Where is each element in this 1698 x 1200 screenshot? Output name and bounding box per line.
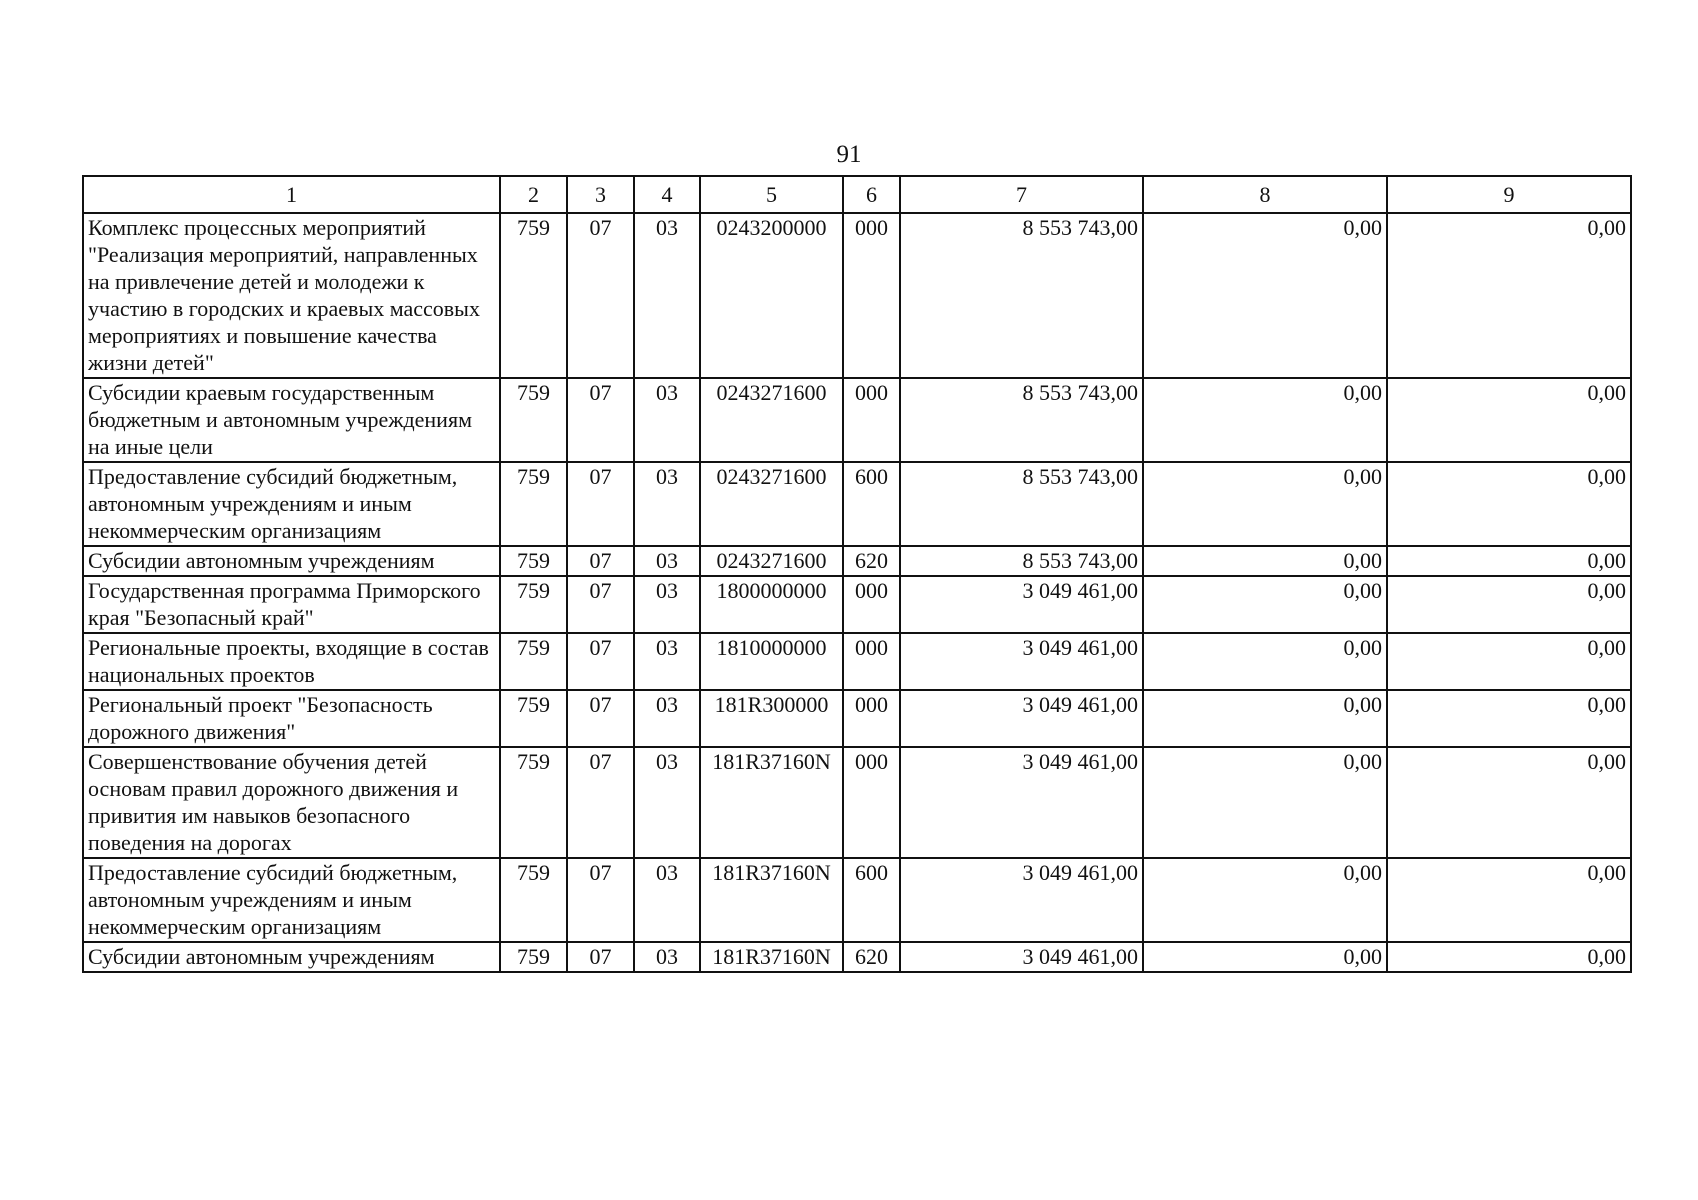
row-name: Субсидии автономным учреждениям	[83, 546, 500, 576]
row-code-section: 07	[567, 633, 634, 690]
row-code-expense-type: 000	[843, 690, 900, 747]
row-code-target: 181R37160N	[700, 747, 843, 858]
table-row	[83, 747, 1631, 858]
row-code-section: 07	[567, 942, 634, 972]
row-amount-7: 8 553 743,00	[900, 462, 1143, 546]
row-code-admin: 759	[500, 633, 567, 690]
table-row	[83, 213, 1631, 378]
table-row	[83, 462, 1631, 546]
row-amount-8: 0,00	[1143, 942, 1387, 972]
column-header-2: 2	[500, 176, 567, 213]
row-code-admin: 759	[500, 690, 567, 747]
column-header-5: 5	[700, 176, 843, 213]
row-code-subsection: 03	[634, 378, 700, 462]
row-amount-9: 0,00	[1387, 747, 1631, 858]
row-code-expense-type: 000	[843, 747, 900, 858]
row-code-admin: 759	[500, 546, 567, 576]
row-code-target: 0243271600	[700, 378, 843, 462]
table-row	[83, 633, 1631, 690]
row-code-expense-type: 000	[843, 633, 900, 690]
row-amount-9: 0,00	[1387, 690, 1631, 747]
row-code-target: 181R300000	[700, 690, 843, 747]
row-name: Комплекс процессных мероприятий "Реализация мероприятий, направленных на привлечение детей и молодежи к участию в городских и краевых массовых мероприятиях и повышение качества жизни детей"	[83, 213, 500, 378]
row-code-target: 1800000000	[700, 576, 843, 633]
row-amount-8: 0,00	[1143, 378, 1387, 462]
row-amount-7: 8 553 743,00	[900, 546, 1143, 576]
column-header-6: 6	[843, 176, 900, 213]
row-code-expense-type: 600	[843, 462, 900, 546]
column-header-8: 8	[1143, 176, 1387, 213]
table-row	[83, 942, 1631, 972]
row-amount-9: 0,00	[1387, 378, 1631, 462]
row-amount-7: 3 049 461,00	[900, 633, 1143, 690]
row-code-section: 07	[567, 747, 634, 858]
table-header	[83, 176, 1631, 213]
row-name: Региональные проекты, входящие в состав национальных проектов	[83, 633, 500, 690]
row-amount-9: 0,00	[1387, 858, 1631, 942]
row-code-admin: 759	[500, 378, 567, 462]
row-code-section: 07	[567, 858, 634, 942]
table-row	[83, 378, 1631, 462]
row-code-expense-type: 620	[843, 942, 900, 972]
row-amount-9: 0,00	[1387, 633, 1631, 690]
row-code-expense-type: 000	[843, 576, 900, 633]
row-code-admin: 759	[500, 747, 567, 858]
row-code-subsection: 03	[634, 747, 700, 858]
row-amount-7: 8 553 743,00	[900, 213, 1143, 378]
row-code-admin: 759	[500, 942, 567, 972]
row-code-subsection: 03	[634, 858, 700, 942]
budget-table	[82, 175, 1632, 973]
row-amount-8: 0,00	[1143, 546, 1387, 576]
row-code-subsection: 03	[634, 213, 700, 378]
row-name: Предоставление субсидий бюджетным, автономным учреждениям и иным некоммерческим организациям	[83, 858, 500, 942]
row-code-admin: 759	[500, 576, 567, 633]
row-code-expense-type: 620	[843, 546, 900, 576]
row-code-section: 07	[567, 690, 634, 747]
table-row	[83, 546, 1631, 576]
row-code-section: 07	[567, 213, 634, 378]
row-code-expense-type: 000	[843, 213, 900, 378]
row-amount-9: 0,00	[1387, 576, 1631, 633]
row-amount-8: 0,00	[1143, 690, 1387, 747]
row-name: Совершенствование обучения детей основам правил дорожного движения и привития им навыков безопасного поведения на дорогах	[83, 747, 500, 858]
row-code-section: 07	[567, 462, 634, 546]
row-code-section: 07	[567, 378, 634, 462]
table-row	[83, 576, 1631, 633]
table-row	[83, 858, 1631, 942]
row-code-subsection: 03	[634, 633, 700, 690]
column-header-4: 4	[634, 176, 700, 213]
row-code-expense-type: 000	[843, 378, 900, 462]
row-code-section: 07	[567, 576, 634, 633]
row-code-target: 0243200000	[700, 213, 843, 378]
table-body	[83, 213, 1631, 972]
row-code-subsection: 03	[634, 942, 700, 972]
row-amount-8: 0,00	[1143, 858, 1387, 942]
row-amount-8: 0,00	[1143, 462, 1387, 546]
row-code-target: 181R37160N	[700, 942, 843, 972]
row-name: Субсидии автономным учреждениям	[83, 942, 500, 972]
row-amount-8: 0,00	[1143, 633, 1387, 690]
row-code-target: 181R37160N	[700, 858, 843, 942]
row-code-subsection: 03	[634, 690, 700, 747]
row-code-target: 0243271600	[700, 462, 843, 546]
column-header-9: 9	[1387, 176, 1631, 213]
row-amount-9: 0,00	[1387, 546, 1631, 576]
row-code-target: 0243271600	[700, 546, 843, 576]
row-code-subsection: 03	[634, 576, 700, 633]
row-code-target: 1810000000	[700, 633, 843, 690]
row-amount-8: 0,00	[1143, 213, 1387, 378]
page-number: 91	[836, 141, 862, 168]
row-amount-8: 0,00	[1143, 576, 1387, 633]
row-amount-7: 3 049 461,00	[900, 576, 1143, 633]
column-header-3: 3	[567, 176, 634, 213]
row-amount-7: 3 049 461,00	[900, 942, 1143, 972]
table-row	[83, 690, 1631, 747]
row-code-subsection: 03	[634, 462, 700, 546]
row-name: Региональный проект "Безопасность дорожного движения"	[83, 690, 500, 747]
row-amount-7: 8 553 743,00	[900, 378, 1143, 462]
row-name: Предоставление субсидий бюджетным, автономным учреждениям и иным некоммерческим организациям	[83, 462, 500, 546]
row-code-expense-type: 600	[843, 858, 900, 942]
row-amount-9: 0,00	[1387, 213, 1631, 378]
row-amount-7: 3 049 461,00	[900, 747, 1143, 858]
row-amount-7: 3 049 461,00	[900, 858, 1143, 942]
row-amount-9: 0,00	[1387, 942, 1631, 972]
row-code-admin: 759	[500, 213, 567, 378]
row-code-admin: 759	[500, 462, 567, 546]
row-name: Государственная программа Приморского края "Безопасный край"	[83, 576, 500, 633]
row-code-subsection: 03	[634, 546, 700, 576]
row-amount-9: 0,00	[1387, 462, 1631, 546]
row-amount-8: 0,00	[1143, 747, 1387, 858]
row-amount-7: 3 049 461,00	[900, 690, 1143, 747]
row-code-admin: 759	[500, 858, 567, 942]
column-header-7: 7	[900, 176, 1143, 213]
header-row	[83, 176, 1631, 213]
column-header-1: 1	[83, 176, 500, 213]
row-name: Субсидии краевым государственным бюджетным и автономным учреждениям на иные цели	[83, 378, 500, 462]
row-code-section: 07	[567, 546, 634, 576]
